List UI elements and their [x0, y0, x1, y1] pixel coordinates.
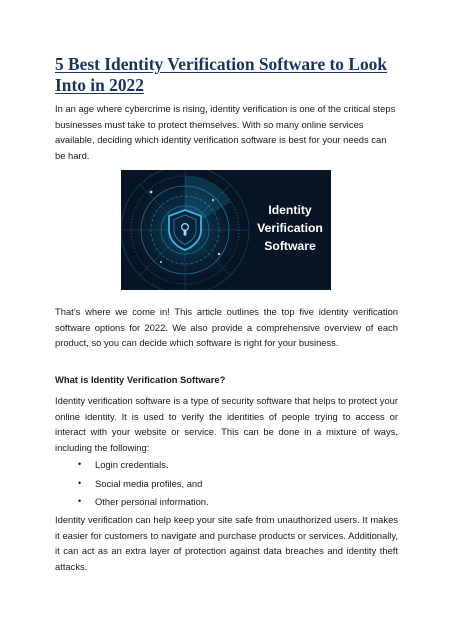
- list-item: • Social media profiles, and: [55, 476, 398, 495]
- list-item: • Login credentials.: [55, 457, 398, 476]
- section-paragraph: Identity verification software is a type of security software that helps to protect your online identity. It is used to verify the identities of people trying to access or interact with your website or service. This can be done in a mixture of ways, including the following:: [55, 395, 398, 453]
- hero-caption-line: Verification: [257, 221, 323, 235]
- followup-paragraph: That’s where we come in! This article outlines the top five identity verification software options for 2022. We also provide a comprehensive overview of each product, so you can decide which software is right for your business.: [55, 306, 398, 348]
- list-item: • Other personal information.: [55, 494, 398, 513]
- closing-paragraph: Identity verification can help keep your site safe from unauthorized users. It makes it easier for customers to navigate and purchase products or services. Additionally, it can act as an extra layer of protection against data breaches and identity theft attacks.: [55, 514, 398, 572]
- bullet-list: [55, 457, 398, 513]
- section-heading: What is Identity Verification Software?: [55, 374, 226, 385]
- hero-caption-line: Identity: [268, 203, 312, 217]
- hero-caption-line: Software: [264, 239, 316, 253]
- hero-caption: [251, 201, 329, 255]
- intro-paragraph: In an age where cybercrime is rising, identity verification is one of the critical steps businesses must take to protect themselves. With so many online services available, deciding which identity verification software is best for your needs can be hard.: [55, 103, 396, 161]
- article-title: 5 Best Identity Verification Software to Look Into in 2022: [55, 54, 388, 95]
- hero-image: [121, 170, 331, 290]
